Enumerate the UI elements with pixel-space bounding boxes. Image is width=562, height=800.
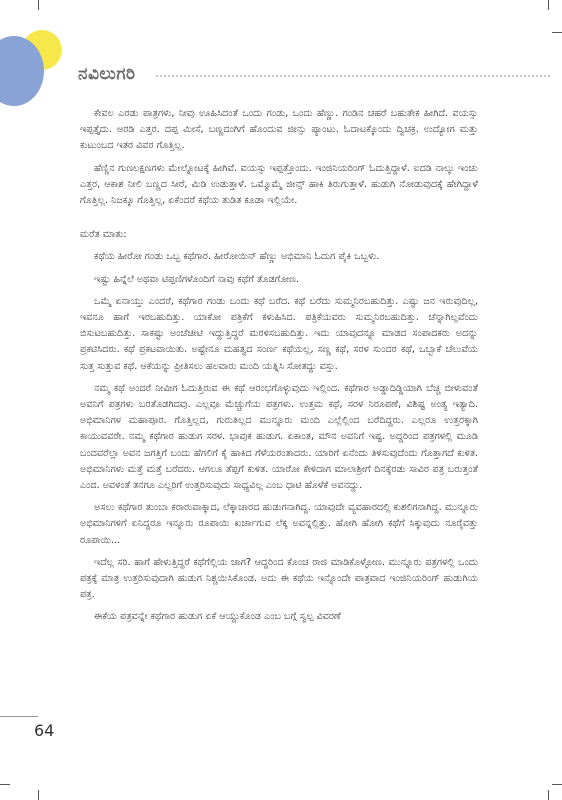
paragraph: ಹೆಣ್ಣಿನ ಗುಣಲಕ್ಷಣಗಳು ಮೇಲ್ನೋಟಕ್ಕೆ ಹೀಗಿವೆ. ವಯಸ್ಸು ಇಪ್ಪತ್ತೊಂದು. ಇಂಜಿನಿಯರಿಂಗ್ ಓದುತ್ತಿದ್ದಾಳೆ. ಐದಡಿ ನಾಲ್ಕು ಇಂಚು ಎತ್ತರ, ಆಕಾಶ ನೀಲಿ ಬಣ್ಣದ ಸೀರೆ, ಮಿಡಿ ಉಡುತ್ತಾಳೆ. ಒಮ್ಮೊಮ್ಮೆ ಜೀನ್ಸ್ ಹಾಕಿ ತಿರುಗುತ್ತಾಳೆ. ಹುಡುಗಿ ನೋಡುವುದಕ್ಕೆ ಹೇಗಿದ್ದಾಳೆ ಗೊತ್ತಿಲ್ಲ. ನಿಜಕ್ಕೂ ಗೊತ್ತಿಲ್ಲ, ಏಕೆಂದರೆ ಕಥೆಯ ತುಡಿತ ಕೂಡಾ ಇಲ್ಲಿಯೇ. [80,162,478,207]
crop-mark [552,784,562,785]
paragraph: ಇದೆಲ್ಲ ಸರಿ. ಹಾಗೆ ಹೇಳುತ್ತಿದ್ದರೆ ಕಥೆಗೆಲ್ಲಿಯ ಜಾಗ? ಆದ್ದರಿಂದ ಕೊಂಚ ರಾಜಿ ಮಾಡಿಕೊಳ್ಳೋಣ. ಮುನ್ನೂರು ಪತ್ರಗಳಲ್ಲಿ ಒಂದು ಪತ್ರಕ್ಕೆ ಮಾತ್ರ ಉತ್ತರಿಸುವುದಾಗಿ ಹುಡುಗ ನಿಶ್ಚಯಿಸಿಕೊಂಡ. ಅದು ಈ ಕಥೆಯ ಇನ್ನೊಂದೇ ಪಾತ್ರವಾದ ಇಂಜಿನಿಯರಿಂಗ್ ಹುಡುಗಿಯ ಪತ್ರ. [80,556,478,601]
title-dotted-rule [156,75,550,77]
crop-mark [38,0,39,10]
page-title: ನವಿಲುಗರಿ [78,64,136,84]
crop-mark [38,790,39,800]
crop-mark [0,784,10,785]
paragraph: ಅಸಲು ಕಥೆಗಾರ ತುಂಬಾ ಕರಾರುವಾಕ್ಕಾದ, ಲೆಕ್ಕಾಚಾರದ ಹುಡುಗನಾಗಿದ್ದ. ಯಾವುದೇ ವ್ಯವಹಾರದಲ್ಲಿ ಕುಶಲಿಗನಾಗಿದ್ದ. ಮುನ್ನೂರು ಅಭಿಮಾನಿಗಳಿಗೆ ಏನಿದ್ದರೂ ಇನ್ನೂರು ರೂಪಾಯಿ ಖರ್ಚಾಗುವ ಲೆಕ್ಕ ಅವನ್ನಲ್ಲಿತ್ತು. ಹೋಗಿ ಹೋಗಿ ಕಥೆಗೆ ಸಿಕ್ಕುವುದು ನೂರೈವತ್ತು ರೂಪಾಯಿ... [80,502,478,546]
paragraph: ಕಥೆಯ ಹೀರೋ ಗಂಡು ಒಬ್ಬ ಕಥೆಗಾರ. ಹೀರೋಯಿನ್ ಹೆಣ್ಣು ಅಭಿಮಾನಿ ಓದುಗ ಪೈಕಿ ಒಬ್ಬಳು. [94,251,380,263]
crop-mark [548,0,549,10]
crop-mark [548,790,549,800]
paragraph: ಕೇವಲ ಎರಡು ಪಾತ್ರಗಳು, ನೀವು ಊಹಿಸಿದಂತೆ ಒಂದು ಗಂಡು, ಒಂದು ಹೆಣ್ಣು. ಗಂಡಿನ ಚಹರೆ ಬಹುತೇಕ ಹೀಗಿದೆ. ವಯಸ್ಸು ಇಪ್ಪತ್ತೈದು. ಆರಡಿ ಎತ್ತರ. ದಪ್ಪ ಮೀಸೆ, ಬಣ್ಣದಂಗಿಗೆ ಹೊಂದುವ ಜೀನ್ಸು ಪ್ಯಾಂಟು. ಓದಾಟಕ್ಕೊಂದು ದ್ವಿಚಕ್ರ. ಉದ್ಯೋಗ ಮತ್ತು ಕುಟುಂಬದ ಇತರ ವಿವರ ಗೊತ್ತಿಲ್ಲ. [80,108,478,152]
page-number: 64 [34,721,55,740]
paragraph: ನಮ್ಮ ಕಥೆ ಅಂದರೆ ನೀವೀಗ ಓದುತ್ತಿರುವ ಈ ಕಥೆ ಆರಂಭಗೊಳ್ಳುವುದು ಇಲ್ಲಿಂದ. ಕಥೆಗಾರ ಅಡ್ಡಾದಿಡ್ಡಿಯಾಗಿ ಬೆಚ್ಚಿ ಬೀಳುವಂತೆ ಅವನಿಗೆ ಪತ್ರಗಳು ಬರತೊಡಗಿದವು. ಎಲ್ಲವೂ ಮೆಚ್ಚುಗೆಯ ಪತ್ರಗಳು. ಉತ್ತಮ ಕಥೆ, ಸರಳ ನಿರೂಪಣೆ, ವಿಶಿಷ್ಟ ಅಂತ್ಯ ಇತ್ಯಾದಿ. ಅಭಿಮಾನಿಗಳ ಮಹಾಪೂರ. ಗೊತ್ತಿಲ್ಲದ, ಗುರುತಿಲ್ಲದ ಮುನ್ನೂರು ಮಂದಿ ಎಲ್ಲೆಲ್ಲಿಂದ ಬರೆದಿದ್ದರು. ಎಲ್ಲರೂ ಉತ್ತರಕ್ಕಾಗಿ ಕಾಯುವವರೇ. ನಮ್ಮ ಕಥೆಗಾರ ಹುಡುಗ ಸರಳ. ಭಾವುಕ ಹುಡುಗ. ಏಕಾಂತ, ಮೌನ ಅವನಿಗೆ ಇಷ್ಟ. ಅದ್ದರಿಂದ ಪತ್ರಗಳಲ್ಲಿ ಮೂಡಿ ಬಂದವರೆಲ್ಲಾ ಅವನ ಜಗತ್ತಿಗೆ ಬಂದು ಹೆಗಲಿಗೆ ಕೈ ಹಾಕಿದ ಗೆಳೆಯರಂತಾದರು. ಯಾರಿಗೆ ಏನೆಂದು ತಿಳಿಸುವುದೆಂದು ಗೊತ್ತಾಗದೆ ಕುಳಿತ. ಅಭಿಮಾನಿಗಳು ಮತ್ತೆ ಮತ್ತೆ ಬರೆದರು. ಆಗಲೂ ತೆಪ್ಪಗೆ ಕುಳಿತ. ಯಾರೋ ಕೇಳಿದಾಗ ಮಾಲಾಶ್ರೀಗೆ ದಿನಕ್ಕೆರಡು ಸಾವಿರ ಪತ್ರ ಬರುತ್ತಂತೆ ಎಂದ. ಅವಳಂತೆ ತನಗೂ ಎಲ್ಲರಿಗೆ ಉತ್ತರಿಸುವುದು ಸಾಧ್ಯವಿಲ್ಲ ಎಂಬ ಧಾಟಿ ಹೊಳೆಕೆ ಅವನದ್ದು. [80,382,478,492]
crop-mark [552,32,562,33]
paragraph: ಇಷ್ಟು ಹಿನ್ನೆಲೆ ಅಥವಾ ಟಿಪ್ಪಣಿಗಳೊಂದಿಗೆ ನಾವು ಕಥೆಗೆ ತೊಡಗೋಣ. [94,273,299,285]
section-heading: ಮರೆತ ಮಾತು: [80,229,127,241]
paragraph: ಈಕೆಯ ಪತ್ರವನ್ನೇ ಕಥೆಗಾರ ಹುಡುಗ ಏಕೆ ಆಯ್ದುಕೊಂಡ ಎಂಬ ಬಗ್ಗೆ ಸ್ವಲ್ಪ ವಿವರಣೆ [94,611,341,623]
article-body [80,106,478,632]
paragraph: ಒಮ್ಮೆ ಏನಾಯ್ತು ಎಂದರೆ, ಕಥೆಗಾರ ಗಂಡು ಒಂದು ಕಥೆ ಬರೆದ. ಕಥೆ ಬರೆದು ಸುಮ್ಮನಿರಬಹುದಿತ್ತು. ಎಷ್ಟು ಜನ ಇರುವುದಿಲ್ಲ, ಇವನೂ ಹಾಗೆ ಇರಬಹುದಿತ್ತು. ಯಾಕೋ ಪತ್ರಿಕೆಗೆ ಕಳುಹಿಸಿದ. ಪತ್ರಿಕೆಯವರು ಸುಮ್ಮನಿರಬಹುದಿತ್ತು. ಚೆನ್ನಾಗಿಲ್ಲವೆಂದು ಬಿಸುಟಬಹುದಿತ್ತು. ಸಾಕಷ್ಟು ಅಂಚೆಚೀಟಿ ಇದ್ದುತ್ತಿದ್ದರೆ ಮರಳಿಸಬಹುದಿತ್ತು. ಇದು ಯಾವುದನ್ನೂ ಮಾಡದ ಸಂಪಾದಕರು ಅದನ್ನು ಪ್ರಕಟಿಸಿದರು. ಕಥೆ ಪ್ರಕಟವಾಯಿತು. ಅಷ್ಟೇನೂ ಮಹತ್ವದ ಸಂರ್ಣ ಕಥೆಯಲ್ಲ, ಸಣ್ಣ ಕಥೆ, ಸರಳ ಸುಂದರ ಕಥೆ, ಒಬ್ಬಾಕೆ ಚೆಲುವೆಯ ಸುತ್ತ ಸುತ್ತುವ ಕಥೆ. ಆಕೆಯನ್ನು ಪ್ರೀತಿಸಲು ಹಲವಾರು ಮಂದಿ ಯತ್ನಿಸಿ ಸೋತದ್ದು ವಸ್ತು. [80,295,478,372]
page-number-rule [0,716,38,717]
